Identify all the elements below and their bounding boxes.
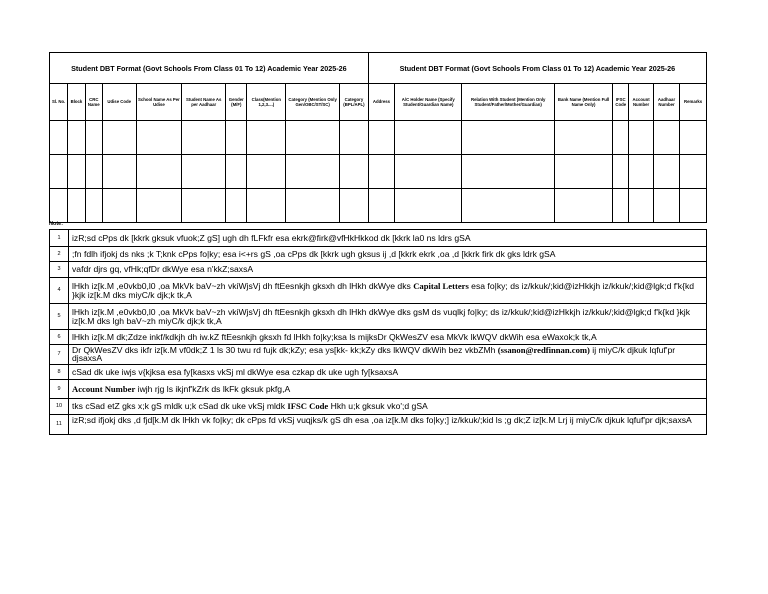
- note-number: 11: [50, 415, 69, 435]
- data-entry-cell[interactable]: [462, 189, 555, 223]
- sheet-title-left: Student DBT Format (Govt Schools From Class 01 To 12) Academic Year 2025-26: [50, 53, 369, 84]
- data-entry-cell[interactable]: [136, 189, 182, 223]
- dbt-format-sheet: [49, 52, 707, 223]
- data-entry-cell[interactable]: [555, 121, 613, 155]
- col-aadhaar-number: Aadhaar Number: [653, 84, 679, 121]
- data-entry-cell[interactable]: [653, 121, 679, 155]
- note-number: 10: [50, 399, 69, 415]
- note-text-part: Dr QkWesZV dks ikfr iz[k.M vf0dk;Z 1 ls 30 twu rd fujk dk;kZy; esa ys[kk- kk;kZy dks lkWQV dkWih bez vkbZMh: [72, 345, 498, 355]
- data-entry-cell[interactable]: [368, 121, 394, 155]
- data-entry-cell[interactable]: [182, 121, 226, 155]
- note-text: [72, 346, 706, 364]
- note-number: 5: [50, 304, 69, 330]
- data-entry-cell[interactable]: [102, 155, 136, 189]
- notes-table: [49, 229, 707, 435]
- col-gender: Gender (M/F): [226, 84, 247, 121]
- data-entry-cell[interactable]: [226, 155, 247, 189]
- note-number: 4: [50, 278, 69, 304]
- data-entry-cell[interactable]: [629, 155, 653, 189]
- data-entry-cell[interactable]: [136, 121, 182, 155]
- data-entry-cell[interactable]: [340, 121, 369, 155]
- note-text: lHkh iz[k.M dk;Zdze inkf/kdkjh dh iw.kZ ftEesnkjh gksxh fd lHkh fo|ky;ksa ls mijksDr QkWesZV esa MkVk lkWQV dkWih esa eWaxok;k tk,A: [69, 330, 707, 345]
- data-entry-cell[interactable]: [395, 155, 462, 189]
- note-text: vafdr djrs gq, vfHk;qfDr dkWye esa n'kkZ;saxsA: [69, 262, 707, 278]
- data-entry-row: [50, 189, 707, 223]
- note-row: [50, 415, 707, 435]
- data-entry-cell[interactable]: [629, 189, 653, 223]
- data-entry-row: [50, 121, 707, 155]
- note-row: [50, 380, 707, 399]
- col-class: Class(Mention 1,2,3....): [247, 84, 286, 121]
- data-entry-cell[interactable]: [102, 121, 136, 155]
- note-number: 7: [50, 345, 69, 365]
- dbt-format-table: [49, 52, 707, 223]
- note-text: [69, 399, 707, 415]
- data-entry-cell[interactable]: [462, 121, 555, 155]
- note-text: cSad dk uke iwjs v{kjksa esa fy[kasxs vkSj ml dkWye esa czkap dk uke ugh fy[ksaxsA: [69, 365, 707, 380]
- note-text-emphasis: Capital Letters: [413, 280, 469, 291]
- note-text-emphasis: IFSC Code: [287, 401, 329, 411]
- data-entry-cell[interactable]: [50, 189, 68, 223]
- note-row: [50, 330, 707, 345]
- col-category-bpl-apl: Category (BPL/APL): [340, 84, 369, 121]
- data-entry-row: [50, 155, 707, 189]
- col-ac-holder-name: A/C Holder Name (Specify Student/Guardian Name): [395, 84, 462, 121]
- note-text: [69, 278, 707, 304]
- note-number: 3: [50, 262, 69, 278]
- note-text: [69, 380, 707, 399]
- data-entry-cell[interactable]: [50, 155, 68, 189]
- note-row: [50, 365, 707, 380]
- data-entry-cell[interactable]: [680, 155, 707, 189]
- data-entry-cell[interactable]: [286, 121, 340, 155]
- col-crc-name: CRC Name: [85, 84, 102, 121]
- note-text: lHkh iz[k.M ,e0vkb0,l0 ,oa MkVk baV~zh vkiWjsVj dh ftEesnkjh gksxh dh lHkh dkWye dks gsM ds vuqlkj fo|ky; ds iz/kkuk/;kid@izHkkjh iz/kkuk/;kid@lgk;d f'k{kd }kjk iz[k.M dks lgh baV~zh miyC/k djk;k tk,A: [69, 304, 707, 330]
- note-text-part: esa fo|ky; ds iz/kkuk/;kid@izHkkjh iz/kkuk/;kid@lgk;d f'k{kd }kjk iz[k.M dks miyC/k djk;k tk,A: [72, 280, 695, 300]
- col-remarks: Remarks: [680, 84, 707, 121]
- data-entry-cell[interactable]: [68, 189, 85, 223]
- data-entry-cell[interactable]: [136, 155, 182, 189]
- data-entry-cell[interactable]: [247, 155, 286, 189]
- header-row: [50, 84, 707, 121]
- data-entry-cell[interactable]: [653, 189, 679, 223]
- data-entry-cell[interactable]: [286, 155, 340, 189]
- note-row: [50, 230, 707, 247]
- col-ifsc-code: IFSC Code: [613, 84, 629, 121]
- data-entry-cell[interactable]: [653, 155, 679, 189]
- notes-label: Note:: [49, 221, 64, 227]
- note-number: 9: [50, 380, 69, 399]
- col-bank-name: Bank Name (Mention Full Name Only): [555, 84, 613, 121]
- data-entry-cell[interactable]: [613, 155, 629, 189]
- data-entry-cell[interactable]: [395, 189, 462, 223]
- note-number: 8: [50, 365, 69, 380]
- data-entry-cell[interactable]: [340, 189, 369, 223]
- col-school-name: School Name As Per Udise: [136, 84, 182, 121]
- note-text-part: ij miyC/k djkuk lqfuf'pr djsaxsA: [72, 345, 676, 363]
- data-entry-cell[interactable]: [226, 189, 247, 223]
- col-account-number: Account Number: [629, 84, 653, 121]
- note-number: 2: [50, 247, 69, 262]
- note-text: ;fn fdlh ifjokj ds nks ;k T;knk cPps fo|ky; esa i<+rs gS ,oa cPps dk [kkrk ugh gksus ij ,d [kkrk ekrk ,oa ,d [kkrk firk dk gks ldrk gSA: [69, 247, 707, 262]
- data-entry-cell[interactable]: [368, 189, 394, 223]
- note-text-part: lHkh iz[k.M ,e0vkb0,l0 ,oa MkVk baV~zh vkiWjsVj dh ftEesnkjh gksxh dh lHkh dkWye dks: [72, 280, 414, 291]
- note-row: [50, 278, 707, 304]
- col-student-name: Student Name As per Aadhaar: [182, 84, 226, 121]
- note-row: [50, 262, 707, 278]
- data-entry-cell[interactable]: [555, 155, 613, 189]
- data-entry-cell[interactable]: [247, 189, 286, 223]
- data-entry-cell[interactable]: [629, 121, 653, 155]
- data-entry-cell[interactable]: [102, 189, 136, 223]
- data-entry-cell[interactable]: [340, 155, 369, 189]
- note-row: [50, 345, 707, 365]
- data-entry-cell[interactable]: [182, 189, 226, 223]
- col-udise-code: Udise Code: [102, 84, 136, 121]
- col-block: Block: [68, 84, 85, 121]
- data-entry-cell[interactable]: [680, 189, 707, 223]
- data-entry-cell[interactable]: [680, 121, 707, 155]
- col-address: Address: [368, 84, 394, 121]
- data-entry-cell[interactable]: [613, 189, 629, 223]
- data-entry-cell[interactable]: [247, 121, 286, 155]
- data-entry-cell[interactable]: [613, 121, 629, 155]
- note-text-part: tks cSad etZ gks x;k gS mldk u;k cSad dk uke vkSj mldk: [72, 401, 288, 411]
- data-entry-cell[interactable]: [368, 155, 394, 189]
- note-text: izR;sd ifjokj dks ,d fjd[k.M dk lHkh vk fo|ky; dk cPps fd vkSj vuqjks/k gS dh esa ,oa iz[k.M dks fo|ky;] iz/kkuk/;kid ls ;g dk;Z iz[k.M Lrj ij miyC/k djkuk lqfuf'pr djk;saxsA: [72, 415, 692, 425]
- note-row: [50, 247, 707, 262]
- note-number: 1: [50, 230, 69, 247]
- data-entry-cell[interactable]: [226, 121, 247, 155]
- data-entry-cell[interactable]: [68, 121, 85, 155]
- note-text-emphasis: (ssanon@redfinnan.com): [497, 345, 590, 355]
- note-text: izR;sd cPps dk [kkrk gksuk vfuok;Z gS] ugh dh fLFkfr esa ekrk@firk@vfHkHkkod dk [kkrk la0 ns ldrs gSA: [69, 230, 707, 247]
- data-entry-cell[interactable]: [286, 189, 340, 223]
- col-relation: Relation With Student (Mention Only Student/Father/Mother/Guardian): [462, 84, 555, 121]
- data-entry-cell[interactable]: [85, 189, 102, 223]
- data-entry-cell[interactable]: [68, 155, 85, 189]
- col-sl-no: Sl. No.: [50, 84, 68, 121]
- data-entry-cell[interactable]: [50, 121, 68, 155]
- note-row: [50, 304, 707, 330]
- data-entry-cell[interactable]: [395, 121, 462, 155]
- col-category: Category (Mention Only Gen/OBC/ST/SC): [286, 84, 340, 121]
- sheet-title-right: Student DBT Format (Govt Schools From Class 01 To 12) Academic Year 2025-26: [368, 53, 706, 84]
- data-entry-cell[interactable]: [85, 121, 102, 155]
- note-number: 6: [50, 330, 69, 345]
- note-row: [50, 399, 707, 415]
- data-entry-cell[interactable]: [182, 155, 226, 189]
- note-text-emphasis: Account Number: [72, 383, 136, 394]
- data-entry-cell[interactable]: [555, 189, 613, 223]
- data-entry-cell[interactable]: [462, 155, 555, 189]
- data-entry-cell[interactable]: [85, 155, 102, 189]
- note-text-part: iwjh rjg ls ikjnf'kZrk ds lkFk gksuk pkfg,A: [135, 383, 291, 394]
- note-text-part: Hkh u;k gksuk vko';d gSA: [328, 401, 428, 411]
